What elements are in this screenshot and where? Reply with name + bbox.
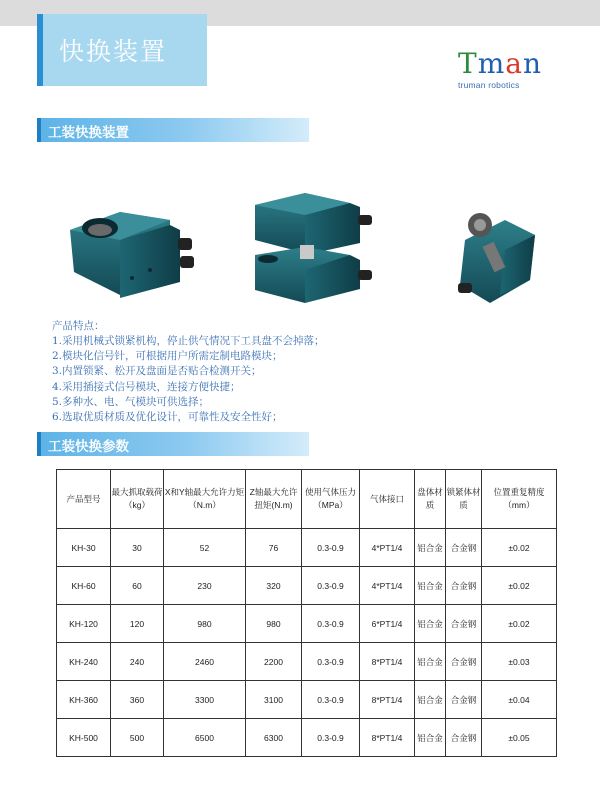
cell-model: KH-240 <box>57 643 111 681</box>
section-accent <box>37 432 41 456</box>
product-images <box>40 185 560 315</box>
cell-body-material: 铝合金 <box>415 719 446 757</box>
cell-xy-moment: 2460 <box>164 643 246 681</box>
table-row <box>57 605 557 643</box>
cell-model: KH-500 <box>57 719 111 757</box>
cell-pressure: 0.3-0.9 <box>302 567 360 605</box>
cell-precision: ±0.02 <box>482 567 557 605</box>
cell-load: 240 <box>111 643 164 681</box>
cell-precision: ±0.04 <box>482 681 557 719</box>
cell-lock-material: 合金钢 <box>446 719 482 757</box>
cell-model: KH-30 <box>57 529 111 567</box>
feature-item: 5.多种水、电、气模块可供选择； <box>52 395 210 408</box>
feature-item: 6.选取优质材质及优化设计，可靠性及安全性好； <box>52 411 283 424</box>
logo-subtitle: truman robotics <box>458 80 520 90</box>
table-row <box>57 529 557 567</box>
cell-pressure: 0.3-0.9 <box>302 643 360 681</box>
cell-body-material: 铝合金 <box>415 643 446 681</box>
logo-wordmark <box>458 47 558 80</box>
cell-z-torque: 980 <box>246 605 302 643</box>
cell-lock-material: 合金钢 <box>446 643 482 681</box>
section-title: 工装快换参数 <box>48 439 129 455</box>
cell-body-material: 铝合金 <box>415 567 446 605</box>
cell-z-torque: 3100 <box>246 681 302 719</box>
cell-port: 4*PT1/4 <box>360 529 415 567</box>
cell-port: 4*PT1/4 <box>360 567 415 605</box>
cell-z-torque: 6300 <box>246 719 302 757</box>
cell-load: 360 <box>111 681 164 719</box>
cell-load: 30 <box>111 529 164 567</box>
section-title: 工装快换装置 <box>48 125 129 141</box>
table-row <box>57 719 557 757</box>
logo-letter: a <box>505 47 523 80</box>
column-header: 最大抓取载荷（kg） <box>111 470 164 529</box>
cell-xy-moment: 6500 <box>164 719 246 757</box>
table-row <box>57 681 557 719</box>
column-header: Z轴最大允许扭矩(N.m) <box>246 470 302 529</box>
product-image-assembly <box>230 185 380 310</box>
cell-model: KH-60 <box>57 567 111 605</box>
column-header: 使用气体压力（MPa） <box>302 470 360 529</box>
cell-xy-moment: 3300 <box>164 681 246 719</box>
cell-port: 8*PT1/4 <box>360 643 415 681</box>
feature-list <box>52 319 552 425</box>
cell-body-material: 铝合金 <box>415 681 446 719</box>
page-title-block <box>37 14 207 86</box>
feature-item: 2.模块化信号针，可根据用户所需定制电路模块； <box>52 350 283 363</box>
brand-logo <box>458 47 558 90</box>
product-image-mounted <box>450 195 545 310</box>
product-image-compact <box>60 200 220 310</box>
cell-z-torque: 2200 <box>246 643 302 681</box>
cell-port: 8*PT1/4 <box>360 681 415 719</box>
title-accent-bar <box>37 14 43 86</box>
logo-letter: n <box>522 47 542 80</box>
section-accent <box>37 118 41 142</box>
cell-precision: ±0.02 <box>482 605 557 643</box>
cell-lock-material: 合金钢 <box>446 567 482 605</box>
table-header-row <box>57 470 557 529</box>
cell-pressure: 0.3-0.9 <box>302 529 360 567</box>
cell-pressure: 0.3-0.9 <box>302 605 360 643</box>
column-header: 产品型号 <box>57 470 111 529</box>
cell-z-torque: 76 <box>246 529 302 567</box>
cell-body-material: 铝合金 <box>415 605 446 643</box>
table-row <box>57 567 557 605</box>
logo-letter: m <box>477 47 506 80</box>
feature-item: 3.内置锁紧、松开及盘面是否贴合检测开关； <box>52 365 262 378</box>
cell-port: 8*PT1/4 <box>360 719 415 757</box>
cell-port: 6*PT1/4 <box>360 605 415 643</box>
cell-load: 60 <box>111 567 164 605</box>
column-header: 盘体材质 <box>415 470 446 529</box>
table-row <box>57 643 557 681</box>
cell-precision: ±0.02 <box>482 529 557 567</box>
cell-xy-moment: 980 <box>164 605 246 643</box>
feature-heading: 产品特点： <box>52 320 105 332</box>
logo-letter: T <box>458 47 478 80</box>
cell-z-torque: 320 <box>246 567 302 605</box>
feature-item: 1.采用机械式锁紧机构，停止供气情况下工具盘不会掉落； <box>52 335 325 347</box>
column-header: 气体接口 <box>360 470 415 529</box>
cell-load: 120 <box>111 605 164 643</box>
cell-body-material: 铝合金 <box>415 529 446 567</box>
column-header: 位置重复精度（mm） <box>482 470 557 529</box>
page-title: 快换装置 <box>59 37 168 66</box>
section-header-device <box>37 118 309 142</box>
cell-lock-material: 合金钢 <box>446 605 482 643</box>
cell-pressure: 0.3-0.9 <box>302 681 360 719</box>
cell-model: KH-360 <box>57 681 111 719</box>
cell-pressure: 0.3-0.9 <box>302 719 360 757</box>
parameter-table <box>56 469 557 757</box>
feature-item: 4.采用插接式信号模块，连接方便快捷； <box>52 380 241 393</box>
column-header: 锁紧体材质 <box>446 470 482 529</box>
column-header: X和Y轴最大允许力矩（N.m） <box>164 470 246 529</box>
cell-model: KH-120 <box>57 605 111 643</box>
cell-load: 500 <box>111 719 164 757</box>
section-header-params <box>37 432 309 456</box>
cell-xy-moment: 230 <box>164 567 246 605</box>
cell-lock-material: 合金钢 <box>446 681 482 719</box>
cell-lock-material: 合金钢 <box>446 529 482 567</box>
cell-precision: ±0.03 <box>482 643 557 681</box>
cell-xy-moment: 52 <box>164 529 246 567</box>
cell-precision: ±0.05 <box>482 719 557 757</box>
